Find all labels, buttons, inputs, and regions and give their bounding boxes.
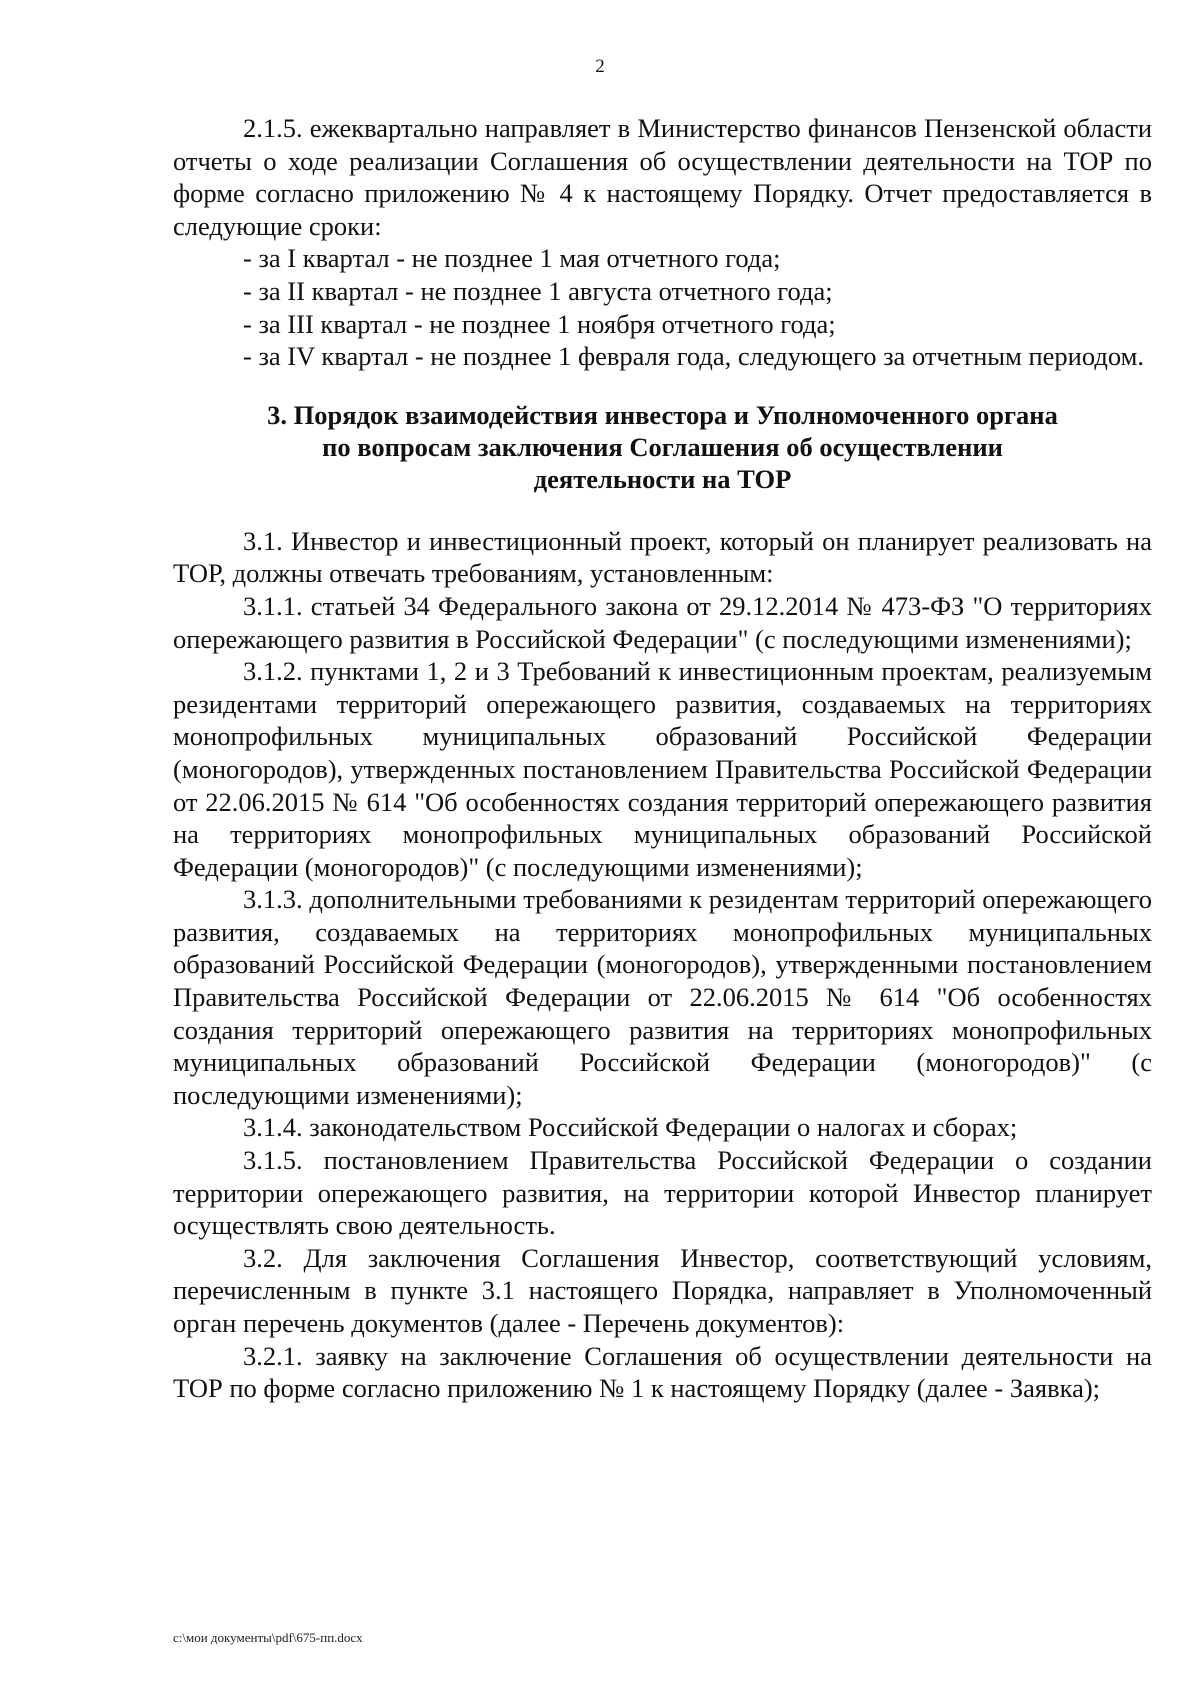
- footer-file-path: c:\мои документы\pdf\675-пп.docx: [173, 1630, 363, 1645]
- paragraph-3-1-3: 3.1.3. дополнительными требованиями к резидентам территорий опережающего развития, создаваемых на территориях монопрофильных муниципальных образований Российской Федерации (моногородов), утвержденными постановлением Правительства Российской Федерации от 22.06.2015 № 614 "Об особенностях создания территорий опережающего развития на территориях монопрофильных муниципальных образований Российской Федерации (моногородов)" (с последующими изменениями);: [173, 884, 1152, 1110]
- paragraph-3-2: 3.2. Для заключения Соглашения Инвестор, соответствующий условиям, перечисленным в пункте 3.1 настоящего Порядка, направляет в Уполномоченный орган перечень документов (далее - Перечень документов):: [173, 1242, 1152, 1338]
- paragraph-3-2-1: 3.2.1. заявку на заключение Соглашения об осуществлении деятельности на ТОР по форме согласно приложению № 1 к настоящему Порядку (далее - Заявка);: [173, 1340, 1152, 1404]
- section-title-line: по вопросам заключения Соглашения об осуществлении: [322, 431, 1003, 462]
- paragraph-3-1-2: 3.1.2. пунктами 1, 2 и 3 Требований к инвестиционным проектам, реализуемым резидентами территорий опережающего развития, создаваемых на территориях монопрофильных муниципальных образований Российской Федерации (моногородов), утвержденных постановлением Правительства Российской Федерации от 22.06.2015 № 614 "Об особенностях создания территорий опережающего развития на территориях монопрофильных муниципальных образований Российской Федерации (моногородов)" (с последующими изменениями);: [173, 656, 1152, 882]
- deadline-q4: - за IV квартал - не позднее 1 февраля года, следующего за отчетным периодом.: [243, 341, 1144, 372]
- section-3-title: [173, 399, 1152, 495]
- paragraph-3-1-1: 3.1.1. статьей 34 Федерального закона от 29.12.2014 № 473-ФЗ "О территориях опережающего развития в Российской Федерации" (с последующими изменениями);: [173, 590, 1152, 654]
- deadline-q1: - за I квартал - не позднее 1 мая отчетного года;: [243, 243, 781, 274]
- paragraph-3-1-5: 3.1.5. постановлением Правительства Российской Федерации о создании территории опережающего развития, на территории которой Инвестор планирует осуществлять свою деятельность.: [173, 1145, 1152, 1241]
- paragraph-2-1-5: 2.1.5. ежеквартально направляет в Министерство финансов Пензенской области отчеты о ходе реализации Соглашения об осуществлении деятельности на ТОР по форме согласно приложению № 4 к настоящему Порядку. Отчет предоставляется в следующие сроки:: [173, 113, 1152, 241]
- document-body: [173, 112, 1152, 1405]
- page-number: 2: [595, 56, 605, 77]
- deadline-q2: - за II квартал - не позднее 1 августа отчетного года;: [243, 275, 833, 306]
- paragraph-3-1: 3.1. Инвестор и инвестиционный проект, который он планирует реализовать на ТОР, должны отвечать требованиям, установленным:: [173, 525, 1152, 589]
- section-title-line: 3. Порядок взаимодействия инвестора и Уполномоченного органа: [267, 399, 1058, 430]
- section-title-line: деятельности на ТОР: [533, 463, 792, 494]
- paragraph-3-1-4: 3.1.4. законодательством Российской Федерации о налогах и сборах;: [243, 1112, 1018, 1143]
- deadline-q3: - за III квартал - не позднее 1 ноября отчетного года;: [243, 308, 836, 339]
